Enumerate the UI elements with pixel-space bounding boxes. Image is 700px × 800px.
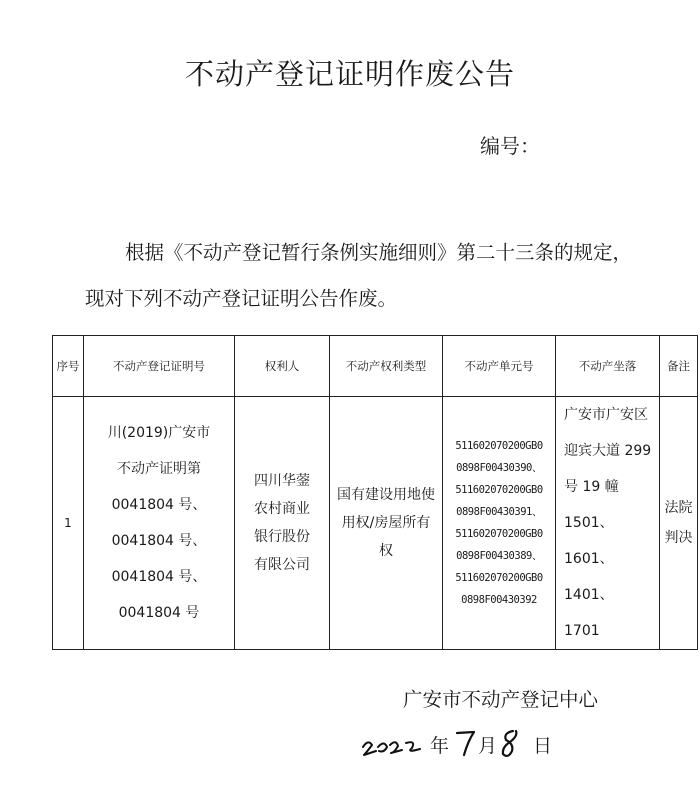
cell-note [660, 397, 698, 650]
unit-line: 0898F00430390、 [456, 462, 542, 474]
handwritten-month [454, 727, 478, 759]
location-line: 号 19 幢 1501、 [564, 479, 619, 531]
serial-number-label: 编号： [480, 134, 540, 158]
header-note: 备注 [660, 336, 698, 397]
handwritten-year-signature [360, 731, 426, 759]
location-line: 广安市广安区 [564, 407, 648, 423]
unit-line: 511602070200GB0 [455, 528, 543, 540]
cert-line: 0041804 号、 [111, 533, 207, 549]
notice-body-line-1: 根据《不动产登记暂行条例实施细则》第二十三条的规定， [125, 241, 633, 264]
notice-body-line-2: 现对下列不动产登记证明公告作废。 [85, 287, 398, 310]
owner-line: 农村商业 [254, 501, 310, 517]
cell-location [556, 397, 660, 650]
table-header-row [53, 336, 698, 397]
right-type-line: 国有建设用地使 [337, 487, 435, 503]
issuing-organization: 广安市不动产登记中心 [403, 688, 599, 711]
year-label: 年 [430, 735, 450, 757]
cell-unit-number [443, 397, 556, 650]
unit-line: 511602070200GB0 [455, 440, 543, 452]
cell-right-type [330, 397, 443, 650]
location-line: 迎宾大道 299 [564, 443, 652, 459]
header-cert-number: 不动产登记证明号 [84, 336, 235, 397]
handwritten-day [498, 727, 522, 761]
owner-line: 四川华蓥 [254, 473, 310, 489]
date-line [360, 727, 600, 763]
note-line: 法院 [664, 500, 693, 516]
right-type-line: 权 [379, 543, 393, 559]
day-label: 日 [533, 735, 553, 757]
owner-line: 有限公司 [254, 557, 310, 573]
cert-line: 0041804 号、 [111, 569, 207, 585]
header-location: 不动产坐落 [556, 336, 660, 397]
unit-line: 0898F00430391、 [456, 506, 542, 518]
notice-body [85, 230, 645, 322]
location-line: 1701 [564, 623, 600, 639]
cell-owner [235, 397, 330, 650]
cell-seq: 1 [53, 397, 84, 650]
notice-table [52, 335, 698, 650]
unit-line: 511602070200GB0 [455, 572, 543, 584]
header-right-type: 不动产权利类型 [330, 336, 443, 397]
right-type-line: 用权/房屋所有 [341, 515, 431, 531]
header-seq: 序号 [53, 336, 84, 397]
header-owner: 权利人 [235, 336, 330, 397]
cert-line: 0041804 号 [118, 605, 200, 621]
table-row [53, 397, 698, 650]
cert-line: 0041804 号、 [111, 497, 207, 513]
location-line: 1601、1401、 [564, 551, 614, 603]
cell-cert-number [84, 397, 235, 650]
header-unit-number: 不动产单元号 [443, 336, 556, 397]
page-title: 不动产登记证明作废公告 [184, 57, 515, 91]
unit-line: 0898F00430389、 [456, 550, 542, 562]
owner-line: 银行股份 [254, 529, 310, 545]
month-label: 月 [478, 735, 498, 757]
cert-line: 不动产证明第 [117, 461, 201, 477]
unit-line: 0898F00430392 [461, 594, 537, 606]
note-line: 判决 [664, 530, 693, 546]
cert-line: 川(2019)广安市 [107, 425, 211, 441]
unit-line: 511602070200GB0 [455, 484, 543, 496]
